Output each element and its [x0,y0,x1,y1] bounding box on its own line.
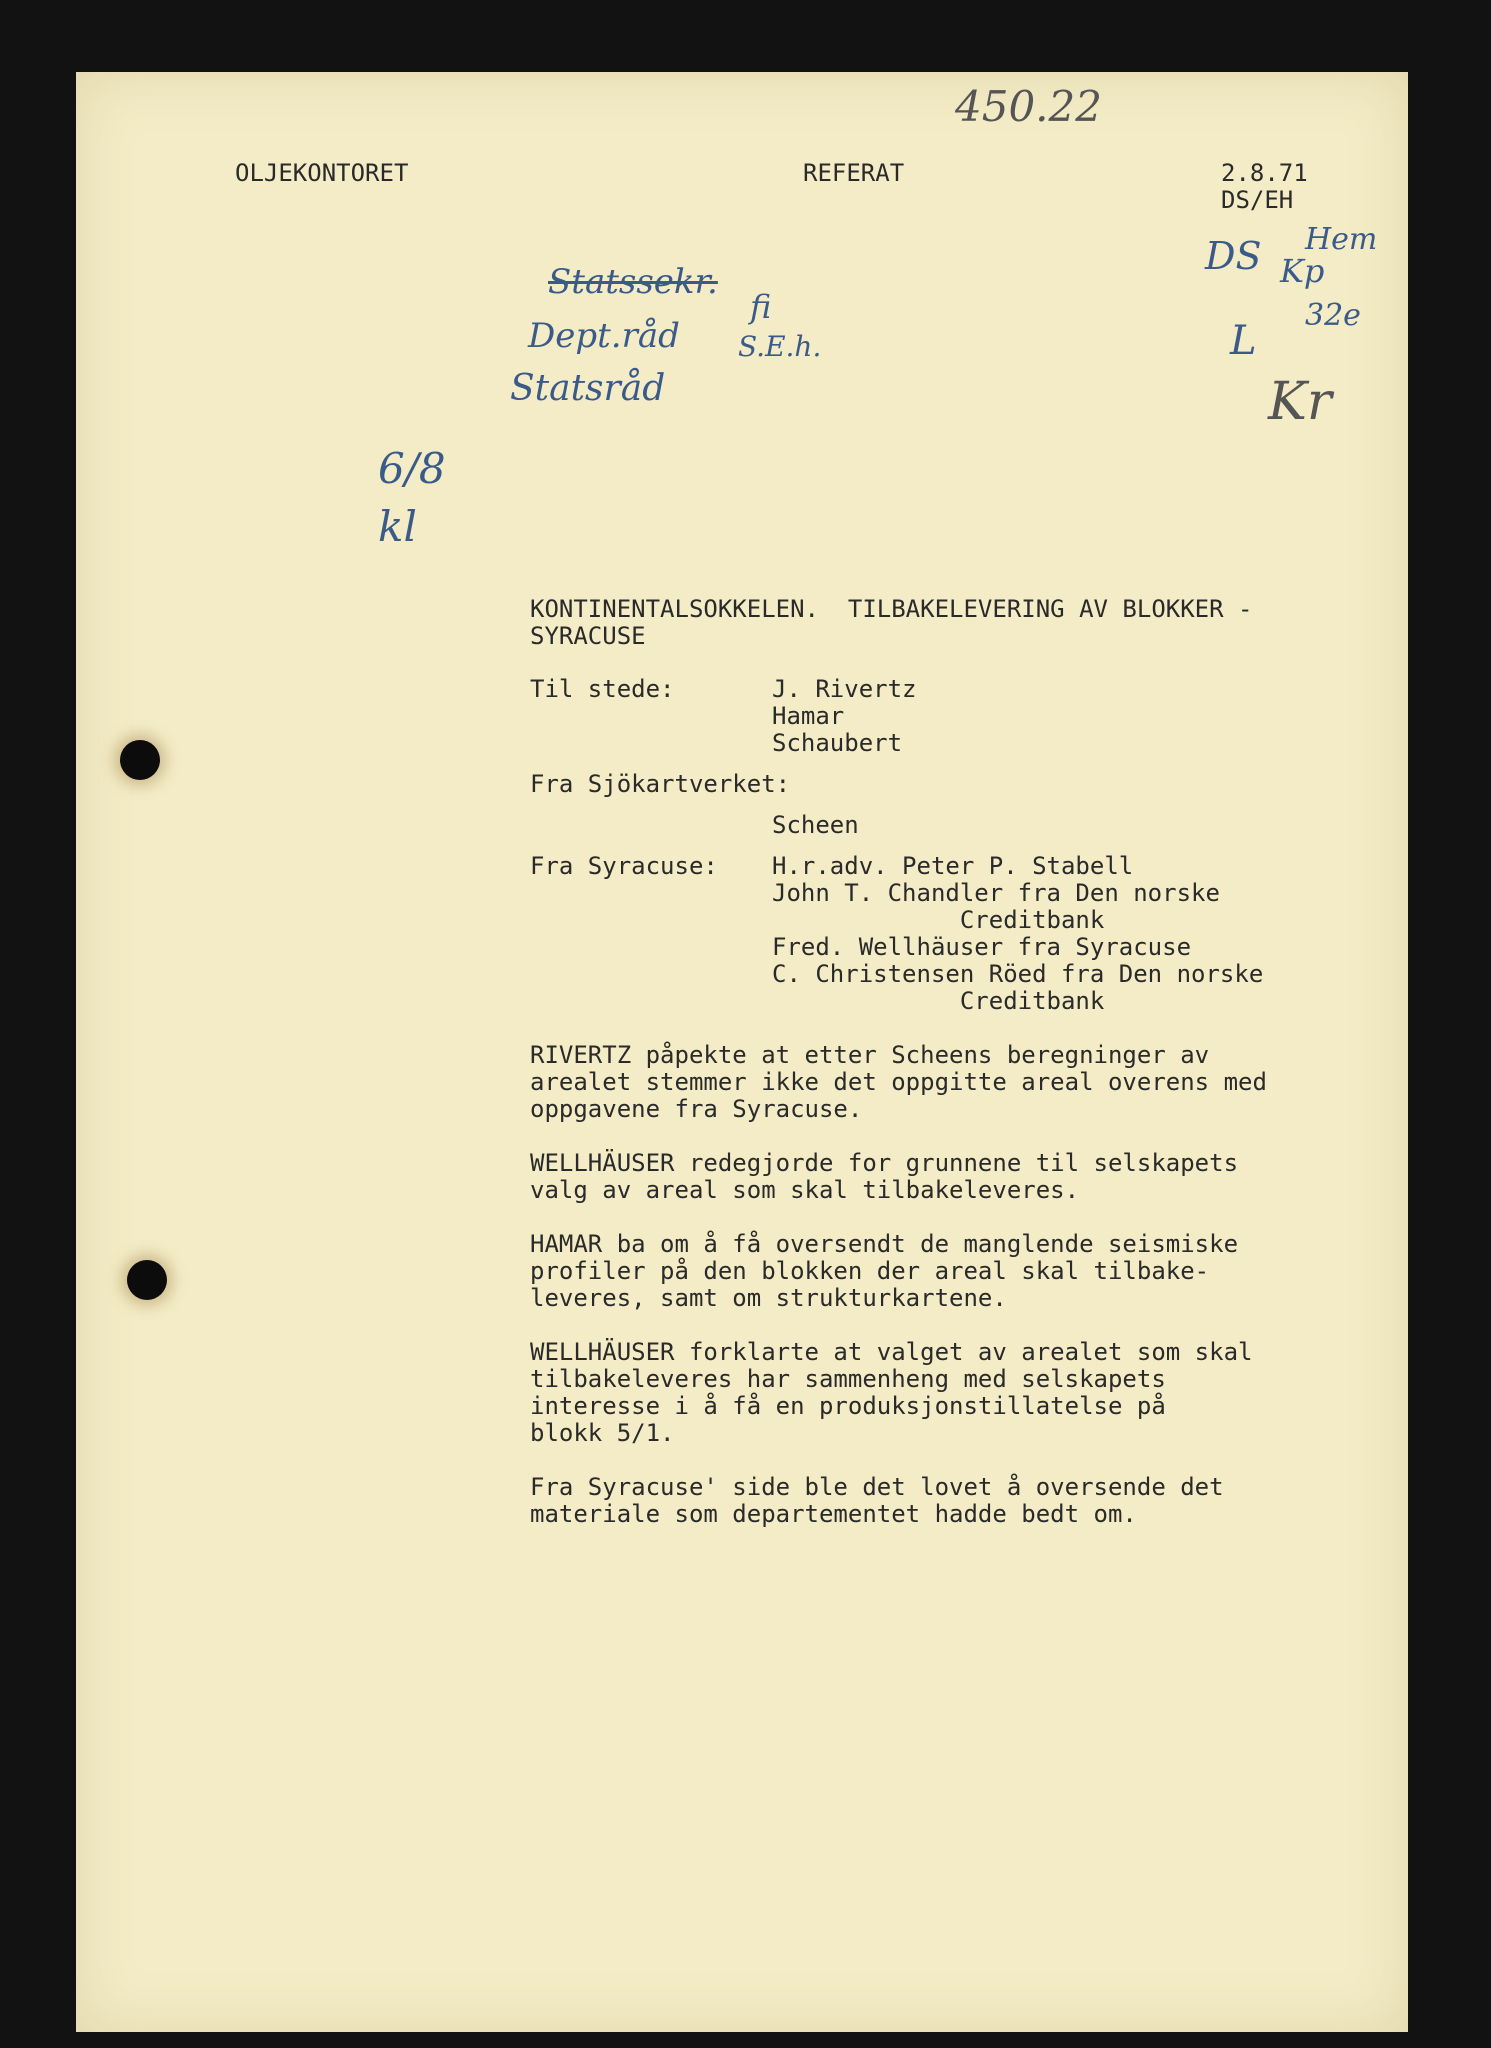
paragraph-line: WELLHÄUSER forklarte at valget av arealet som skal [530,1338,1253,1366]
routing-statssekr-handwriting: Statssekr. [548,262,718,302]
attendance-label: Til stede: [530,675,675,703]
initials-kp-handwriting: Kp [1280,252,1325,290]
initials-l-handwriting: L [1230,318,1257,364]
paragraph-line: tilbakeleveres har sammenheng med selskapets [530,1365,1166,1393]
routing-deptrad-handwriting: Dept.råd [528,316,680,356]
paragraph-line: blokk 5/1. [530,1419,675,1447]
attendee: J. Rivertz [772,675,917,703]
initials-hem-handwriting: Hem [1305,222,1378,257]
syracuse-label: Fra Syracuse: [530,852,718,880]
paragraph-line: valg av areal som skal tilbakeleveres. [530,1176,1080,1204]
paragraph-line: WELLHÄUSER redegjorde for grunnene til selskapets [530,1149,1239,1177]
subject-line-1: KONTINENTALSOKKELEN. TILBAKELEVERING AV BLOKKER - [530,595,1253,623]
initials-32e-handwriting: 32e [1305,298,1361,333]
punch-hole [120,740,160,780]
subject-line-2: SYRACUSE [530,622,646,650]
attendee: Scheen [772,811,859,839]
paragraph-line: interesse i å få en produksjonstillatelse på [530,1392,1166,1420]
routing-note-handwriting: S.E.h. [738,330,822,363]
attendee: Hamar [772,702,845,730]
paragraph-line: oppgavene fra Syracuse. [530,1095,863,1123]
initials-ds-handwriting: DS [1205,234,1262,278]
attendee: John T. Chandler fra Den norske [772,879,1220,907]
attendee: H.r.adv. Peter P. Stabell [772,852,1134,880]
paragraph-line: materiale som departementet hadde bedt om. [530,1500,1137,1528]
paragraph-line: HAMAR ba om å få oversendt de manglende seismiske [530,1230,1239,1258]
attendee-continued: Creditbank [772,987,1105,1015]
sjokart-label: Fra Sjökartverket: [530,770,791,798]
date-note-handwriting: 6/8 kl [378,444,446,551]
document-type: REFERAT [803,159,905,187]
office-name: OLJEKONTORET [235,159,409,187]
punch-hole [127,1260,167,1300]
archive-number-handwriting: 450.22 [955,82,1102,131]
paragraph-line: Fra Syracuse' side ble det lovet å oversende det [530,1473,1224,1501]
attendee-continued: Creditbank [772,906,1105,934]
attendee: Schaubert [772,729,903,757]
paragraph-line: leveres, samt om strukturkartene. [530,1284,1007,1312]
initials-kr-handwriting: Kr [1268,372,1332,432]
paragraph-line: arealet stemmer ikke det oppgitte areal overens med [530,1068,1267,1096]
attendee: C. Christensen Röed fra Den norske [772,960,1264,988]
routing-init-handwriting: fi [750,288,772,326]
document-date: 2.8.71 [1221,159,1308,187]
routing-statsrad-handwriting: Statsråd [510,368,666,409]
paragraph-line: profiler på den blokken der areal skal tilbake- [530,1257,1210,1285]
document-initials: DS/EH [1221,186,1294,214]
paragraph-line: RIVERTZ påpekte at etter Scheens beregninger av [530,1041,1210,1069]
attendee: Fred. Wellhäuser fra Syracuse [772,933,1192,961]
